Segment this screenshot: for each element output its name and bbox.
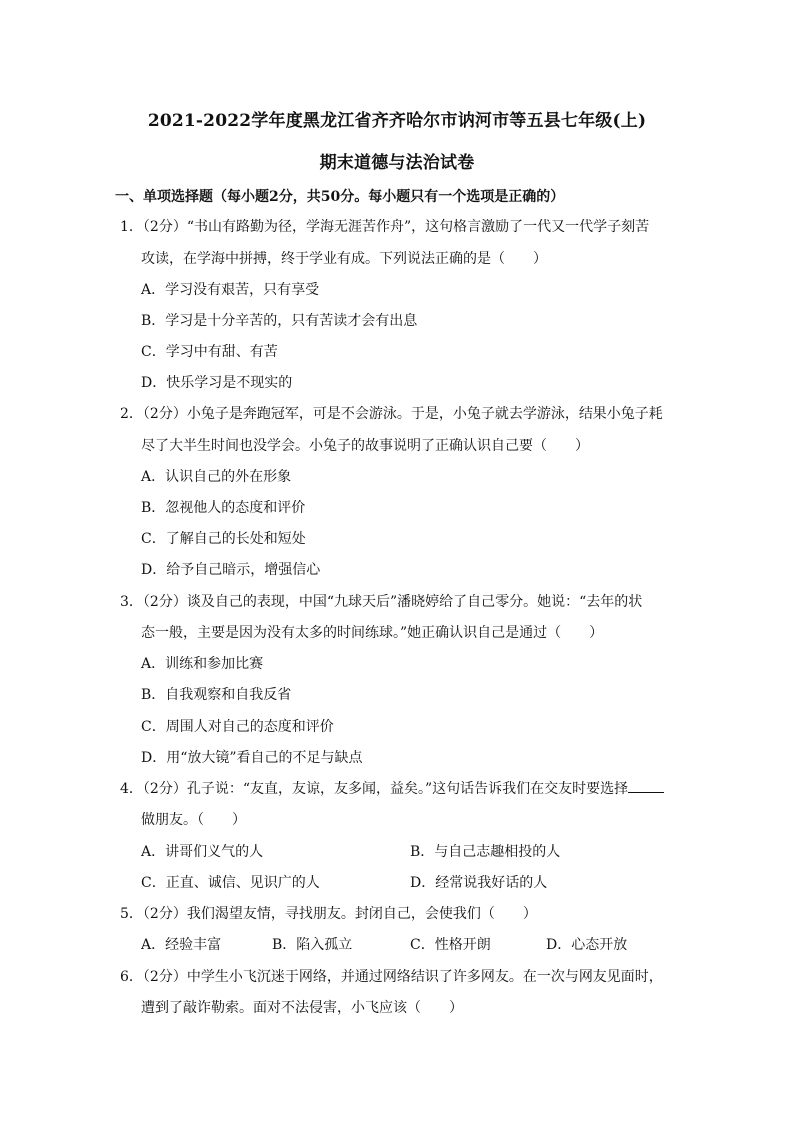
question-4-option-b[interactable]: B．与自己志趣相投的人 [410, 844, 561, 860]
question-4-text: 4．（2分）孔子说：“友直，友谅，友多闻，益矣。”这句话告诉我们在交友时要选择 [120, 781, 629, 797]
exam-title-line1: 2021-2022学年度黑龙江省齐齐哈尔市讷河市等五县七年级(上) [147, 111, 647, 131]
question-5-line-1: 5．（2分）我们渴望友情，寻找朋友。封闭自己，会使我们（ ） [120, 906, 537, 922]
exam-title-line2: 期末道德与法治试卷 [319, 153, 475, 173]
question-6-line-1: 6．（2分）中学生小飞沉迷于网络，并通过网络结识了许多网友。在一次与网友见面时， [120, 969, 663, 985]
question-1-option-a[interactable]: A．学习没有艰苦，只有享受 [141, 282, 320, 298]
question-3-line-2: 态一般，主要是因为没有太多的时间练球。”她正确认识自己是通过（ ） [141, 625, 604, 641]
question-3-line-1: 3．（2分）谈及自己的表现，中国“九球天后”潘晓婷给了自己零分。她说：“去年的状 [120, 594, 643, 610]
question-4-line-1 [120, 778, 664, 798]
question-1-line-2: 攻读，在学海中拼搏，终于学业有成。下列说法正确的是（ ） [141, 251, 547, 267]
question-1-line-1: 1．（2分）“书山有路勤为径，学海无涯苦作舟”，这句格言激励了一代又一代学子刻苦 [120, 219, 650, 235]
question-2-line-2: 尽了大半生时间也没学会。小兔子的故事说明了正确认识自己要（ ） [141, 438, 589, 454]
question-4-line-2: 做朋友。（ ） [141, 812, 246, 828]
question-3-option-c[interactable]: C．周围人对自己的态度和评价 [141, 719, 334, 735]
question-2-option-b[interactable]: B．忽视他人的态度和评价 [141, 500, 306, 516]
question-3-option-d[interactable]: D．用“放大镜”看自己的不足与缺点 [141, 750, 363, 766]
question-4-option-c[interactable]: C．正直、诚信、见识广的人 [141, 875, 320, 891]
question-5-option-b[interactable]: B．陷入孤立 [272, 937, 353, 953]
question-2-option-d[interactable]: D．给予自己暗示，增强信心 [141, 562, 321, 578]
question-4-option-a[interactable]: A．讲哥们义气的人 [141, 844, 264, 860]
question-5-option-d[interactable]: D．心态开放 [546, 937, 628, 953]
question-2-option-a[interactable]: A．认识自己的外在形象 [141, 469, 292, 485]
question-1-option-c[interactable]: C．学习中有甜、有苦 [141, 344, 278, 360]
question-1-option-d[interactable]: D．快乐学习是不现实的 [141, 375, 293, 391]
question-6-line-2: 遭到了敲诈勒索。面对不法侵害，小飞应该（ ） [141, 1000, 463, 1016]
question-2-option-c[interactable]: C．了解自己的长处和短处 [141, 531, 306, 547]
question-5-option-c[interactable]: C．性格开朗 [410, 937, 491, 953]
question-3-option-b[interactable]: B．自我观察和自我反省 [141, 687, 292, 703]
question-2-line-1: 2．（2分）小兔子是奔跑冠军，可是不会游泳。于是，小兔子就去学游泳，结果小兔子耗 [120, 406, 663, 422]
question-1-option-b[interactable]: B．学习是十分辛苦的，只有苦读才会有出息 [141, 313, 418, 329]
question-4-option-d[interactable]: D．经常说我好话的人 [410, 875, 548, 891]
answer-blank [628, 780, 664, 793]
question-5-option-a[interactable]: A．经验丰富 [141, 937, 222, 953]
question-3-option-a[interactable]: A．训练和参加比赛 [141, 656, 264, 672]
section-heading-single-choice: 一、单项选择题（每小题2分，共50分。每小题只有一个选项是正确的） [115, 189, 565, 205]
